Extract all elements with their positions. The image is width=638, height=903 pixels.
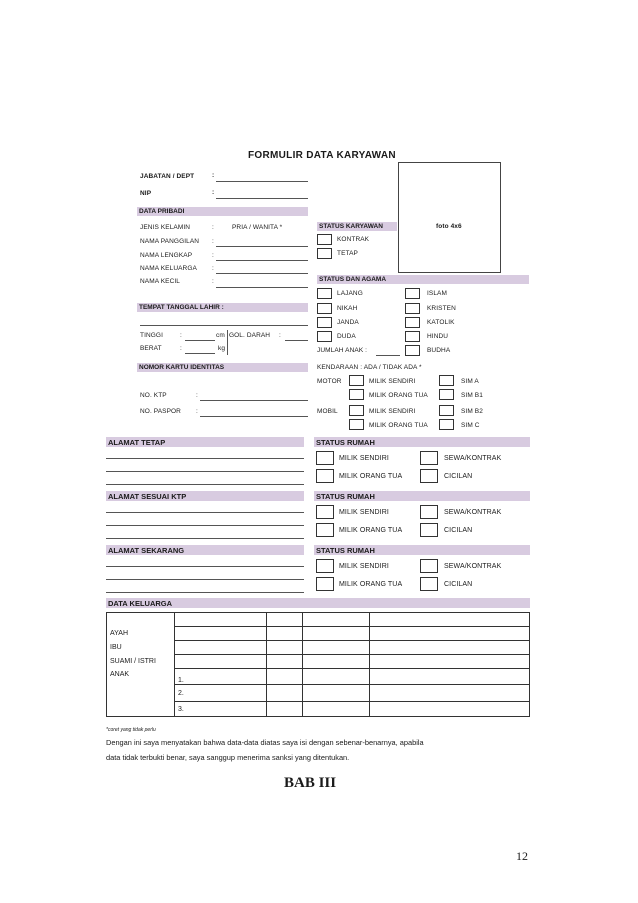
table-cell[interactable] [174, 655, 266, 669]
table-row [107, 669, 530, 685]
jenis-kelamin-value[interactable]: PRIA / WANITA * [232, 224, 283, 231]
anak-number[interactable]: 1. [174, 669, 266, 685]
sim-b1-label: SIM B1 [461, 392, 483, 399]
alamat-ktp-title: ALAMAT SESUAI KTP [108, 492, 187, 501]
rumah3-milik-sendiri-checkbox[interactable] [316, 559, 334, 573]
rumah1-milik-sendiri-checkbox[interactable] [316, 451, 334, 465]
jabatan-field[interactable] [216, 181, 308, 182]
alamat-sekarang-header [106, 545, 304, 555]
motor-milik-orang-tua-checkbox[interactable] [349, 389, 364, 400]
table-cell[interactable] [302, 613, 370, 627]
status-rumah-1-title: STATUS RUMAH [316, 438, 375, 447]
family-table [106, 612, 530, 717]
duda-checkbox[interactable] [317, 331, 332, 342]
rumah1-orang-tua-label: MILIK ORANG TUA [339, 473, 403, 480]
table-cell[interactable] [266, 655, 302, 669]
mobil-milik-orang-tua-label: MILIK ORANG TUA [369, 422, 428, 429]
alamat-tetap-title: ALAMAT TETAP [108, 438, 166, 447]
alamat-tetap-line-2[interactable] [106, 471, 304, 472]
table-cell[interactable] [174, 641, 266, 655]
motor-milik-sendiri-label: MILIK SENDIRI [369, 378, 416, 385]
table-row [107, 613, 530, 627]
budha-label: BUDHA [427, 347, 451, 354]
alamat-sekarang-line-1[interactable] [106, 566, 304, 567]
status-karyawan-header [317, 222, 397, 231]
islam-label: ISLAM [427, 290, 448, 297]
berat-field[interactable] [185, 353, 215, 354]
lajang-label: LAJANG [337, 290, 363, 297]
nama-kecil-colon: : [212, 278, 214, 285]
identitas-title: NOMOR KARTU IDENTITAS [139, 364, 225, 371]
table-cell[interactable] [266, 613, 302, 627]
alamat-ktp-header [106, 491, 304, 501]
table-cell[interactable] [302, 669, 370, 685]
sim-a-checkbox[interactable] [439, 375, 454, 386]
statement-line-2: data tidak terbukti benar, saya sanggup menerima sanksi yang ditentukan. [106, 753, 350, 762]
rumah2-orang-tua-label: MILIK ORANG TUA [339, 527, 403, 534]
kristen-label: KRISTEN [427, 305, 456, 312]
rumah2-milik-sendiri-checkbox[interactable] [316, 505, 334, 519]
sim-c-checkbox[interactable] [439, 419, 454, 430]
data-keluarga-header [106, 598, 530, 608]
ktp-field[interactable] [200, 400, 308, 401]
status-rumah-3-title: STATUS RUMAH [316, 546, 375, 555]
table-cell[interactable] [174, 627, 266, 641]
table-cell[interactable] [302, 655, 370, 669]
katolik-label: KATOLIK [427, 319, 455, 326]
ktp-colon: : [196, 392, 198, 399]
status-rumah-1-header [314, 437, 530, 447]
cm-unit: cm [216, 332, 225, 339]
identitas-header [137, 363, 308, 372]
family-row-label: AYAH [107, 627, 175, 641]
motor-milik-sendiri-checkbox[interactable] [349, 375, 364, 386]
kendaraan-label: KENDARAAN : ADA / TIDAK ADA * [317, 364, 422, 371]
tinggi-colon: : [180, 332, 182, 339]
rumah3-cicilan-checkbox[interactable] [420, 577, 438, 591]
table-cell[interactable] [302, 641, 370, 655]
rumah3-sewa-checkbox[interactable] [420, 559, 438, 573]
rumah3-orang-tua-label: MILIK ORANG TUA [339, 581, 403, 588]
tetap-label: TETAP [337, 250, 358, 257]
jenis-kelamin-colon: : [212, 224, 214, 231]
table-cell[interactable] [370, 627, 530, 641]
jabatan-label: JABATAN / DEPT [140, 173, 195, 180]
rumah3-milik-sendiri-label: MILIK SENDIRI [339, 563, 389, 570]
mobil-milik-sendiri-checkbox[interactable] [349, 405, 364, 416]
jumlah-anak-label: JUMLAH ANAK : [317, 347, 368, 354]
form-title: FORMULIR DATA KARYAWAN [248, 150, 396, 161]
budha-checkbox[interactable] [405, 345, 420, 356]
kontrak-label: KONTRAK [337, 236, 370, 243]
page-number: 12 [516, 849, 528, 863]
table-cell[interactable] [266, 669, 302, 685]
data-pribadi-header [137, 207, 308, 216]
table-cell[interactable] [370, 685, 530, 702]
rumah1-milik-sendiri-label: MILIK SENDIRI [339, 455, 389, 462]
janda-label: JANDA [337, 319, 359, 326]
nip-colon: : [212, 189, 215, 196]
jabatan-colon: : [212, 172, 215, 179]
nama-keluarga-field[interactable] [216, 273, 308, 274]
table-row [107, 641, 530, 655]
tinggi-field[interactable] [185, 340, 215, 341]
ttl-header [137, 303, 308, 312]
photo-label: foto 4x6 [436, 223, 462, 230]
sim-c-label: SIM C [461, 422, 480, 429]
status-rumah-3-header [314, 545, 530, 555]
chapter-heading: BAB III [284, 775, 337, 791]
ttl-title: TEMPAT TANGGAL LAHIR : [139, 304, 224, 311]
paspor-label: NO. PASPOR [140, 408, 181, 415]
tetap-checkbox[interactable] [317, 248, 332, 259]
sim-b2-checkbox[interactable] [439, 405, 454, 416]
table-cell[interactable] [174, 613, 266, 627]
rumah1-cicilan-label: CICILAN [444, 473, 473, 480]
ttl-field[interactable] [140, 325, 308, 326]
nip-label: NIP [140, 190, 152, 197]
table-row [107, 685, 530, 702]
table-cell[interactable] [370, 641, 530, 655]
alamat-ktp-line-2[interactable] [106, 525, 304, 526]
nama-kecil-label: NAMA KECIL [140, 278, 181, 285]
rumah1-orang-tua-checkbox[interactable] [316, 469, 334, 483]
statement-line-1: Dengan ini saya menyatakan bahwa data-data diatas saya isi dengan sebenar-benarnya, apabila [106, 738, 424, 747]
status-agama-header [317, 275, 529, 284]
table-row [107, 655, 530, 669]
rumah2-milik-sendiri-label: MILIK SENDIRI [339, 509, 389, 516]
motor-label: MOTOR [317, 378, 342, 385]
status-rumah-2-title: STATUS RUMAH [316, 492, 375, 501]
rumah2-sewa-checkbox[interactable] [420, 505, 438, 519]
alamat-sekarang-title: ALAMAT SEKARANG [108, 546, 185, 555]
nama-panggilan-field[interactable] [216, 246, 308, 247]
nama-lengkap-colon: : [212, 252, 214, 259]
paspor-field[interactable] [200, 416, 308, 417]
rumah2-sewa-label: SEWA/KONTRAK [444, 509, 502, 516]
footnote: *coret yang tidak perlu [106, 727, 156, 733]
gol-darah-label: GOL. DARAH [229, 332, 271, 339]
table-cell [107, 685, 175, 702]
kristen-checkbox[interactable] [405, 303, 420, 314]
mobil-milik-orang-tua-checkbox[interactable] [349, 419, 364, 430]
motor-milik-orang-tua-label: MILIK ORANG TUA [369, 392, 428, 399]
rumah1-sewa-checkbox[interactable] [420, 451, 438, 465]
alamat-sekarang-line-3[interactable] [106, 592, 304, 593]
status-agama-title: STATUS DAN AGAMA [319, 276, 387, 283]
hindu-checkbox[interactable] [405, 331, 420, 342]
photo-box[interactable] [398, 162, 501, 273]
rumah3-orang-tua-checkbox[interactable] [316, 577, 334, 591]
jenis-kelamin-label: JENIS KELAMIN [140, 224, 191, 231]
nama-lengkap-label: NAMA LENGKAP [140, 252, 193, 259]
family-row-label: IBU [107, 641, 175, 655]
table-cell[interactable] [302, 702, 370, 717]
rumah2-cicilan-checkbox[interactable] [420, 523, 438, 537]
kontrak-checkbox[interactable] [317, 234, 332, 245]
table-cell[interactable] [266, 641, 302, 655]
table-cell[interactable] [302, 685, 370, 702]
mobil-label: MOBIL [317, 408, 338, 415]
sim-b2-label: SIM B2 [461, 408, 483, 415]
table-cell[interactable] [370, 655, 530, 669]
table-cell [107, 613, 175, 627]
katolik-checkbox[interactable] [405, 317, 420, 328]
table-row [107, 702, 530, 717]
alamat-tetap-header [106, 437, 304, 447]
nikah-label: NIKAH [337, 305, 358, 312]
nikah-checkbox[interactable] [317, 303, 332, 314]
tinggi-label: TINGGI [140, 332, 163, 339]
gol-divider [227, 330, 228, 355]
table-cell[interactable] [266, 702, 302, 717]
table-cell[interactable] [302, 627, 370, 641]
nama-keluarga-colon: : [212, 265, 214, 272]
rumah2-cicilan-label: CICILAN [444, 527, 473, 534]
lajang-checkbox[interactable] [317, 288, 332, 299]
rumah2-orang-tua-checkbox[interactable] [316, 523, 334, 537]
alamat-tetap-line-3[interactable] [106, 484, 304, 485]
rumah1-sewa-label: SEWA/KONTRAK [444, 455, 502, 462]
alamat-ktp-line-1[interactable] [106, 512, 304, 513]
berat-colon: : [180, 345, 182, 352]
status-rumah-2-header [314, 491, 530, 501]
duda-label: DUDA [337, 333, 356, 340]
alamat-tetap-line-1[interactable] [106, 458, 304, 459]
data-pribadi-title: DATA PRIBADI [139, 208, 185, 215]
nama-lengkap-field[interactable] [216, 260, 308, 261]
rumah3-cicilan-label: CICILAN [444, 581, 473, 588]
table-row [107, 627, 530, 641]
family-row-label: SUAMI / ISTRI [107, 655, 175, 669]
anak-number[interactable]: 3. [174, 702, 266, 717]
table-cell[interactable] [370, 613, 530, 627]
berat-label: BERAT [140, 345, 162, 352]
nip-field[interactable] [216, 198, 308, 199]
mobil-milik-sendiri-label: MILIK SENDIRI [369, 408, 416, 415]
gol-darah-colon: : [279, 332, 281, 339]
kg-unit: kg [218, 345, 226, 352]
janda-checkbox[interactable] [317, 317, 332, 328]
table-cell[interactable] [266, 627, 302, 641]
data-keluarga-title: DATA KELUARGA [108, 599, 173, 608]
alamat-sekarang-line-2[interactable] [106, 579, 304, 580]
ktp-label: NO. KTP [140, 392, 167, 399]
status-karyawan-title: STATUS KARYAWAN [319, 223, 383, 230]
sim-b1-checkbox[interactable] [439, 389, 454, 400]
jumlah-anak-field[interactable] [376, 355, 400, 356]
table-cell[interactable] [266, 685, 302, 702]
rumah1-cicilan-checkbox[interactable] [420, 469, 438, 483]
nama-keluarga-label: NAMA KELUARGA [140, 265, 197, 272]
gol-darah-field[interactable] [285, 340, 308, 341]
paspor-colon: : [196, 408, 198, 415]
nama-kecil-field[interactable] [216, 287, 308, 288]
nama-panggilan-colon: : [212, 238, 214, 245]
family-row-label: ANAK [107, 669, 175, 685]
table-cell [107, 702, 175, 717]
nama-panggilan-label: NAMA PANGGILAN [140, 238, 200, 245]
rumah3-sewa-label: SEWA/KONTRAK [444, 563, 502, 570]
table-cell[interactable] [370, 669, 530, 685]
table-cell[interactable] [370, 702, 530, 717]
sim-a-label: SIM A [461, 378, 479, 385]
alamat-ktp-line-3[interactable] [106, 538, 304, 539]
hindu-label: HINDU [427, 333, 449, 340]
anak-number[interactable]: 2. [174, 685, 266, 702]
islam-checkbox[interactable] [405, 288, 420, 299]
